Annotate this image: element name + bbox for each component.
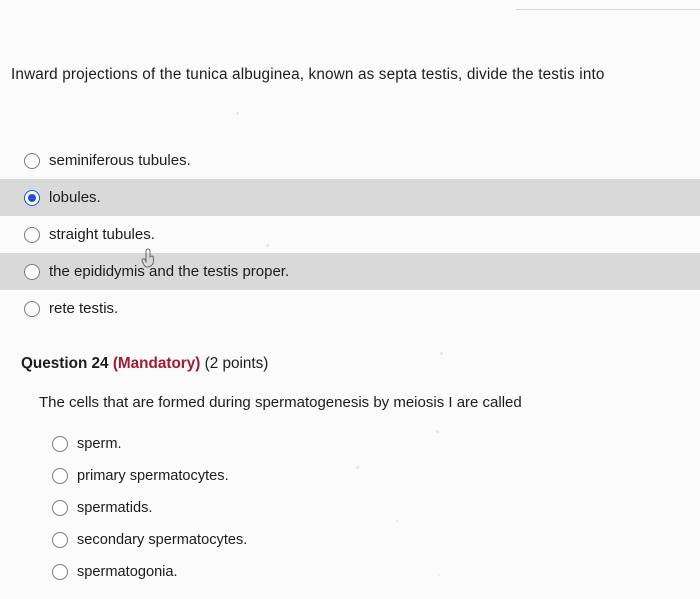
radio-button-icon[interactable] <box>52 468 68 484</box>
question-24-number: Question 24 <box>21 355 109 372</box>
top-divider <box>516 9 700 10</box>
choice-option-4[interactable] <box>0 524 700 556</box>
choice-option-5[interactable] <box>0 290 700 327</box>
choice-label: sperm. <box>77 436 122 452</box>
question-23-choices <box>0 142 700 327</box>
choice-label: rete testis. <box>49 300 119 317</box>
radio-button-icon[interactable] <box>52 436 68 452</box>
choice-label: primary spermatocytes. <box>77 468 229 484</box>
radio-button-icon[interactable] <box>24 264 40 280</box>
page-speck <box>236 112 239 115</box>
choice-label: straight tubules. <box>49 226 155 243</box>
question-24-stem: The cells that are formed during spermatogenesis by meiosis I are called <box>39 394 522 411</box>
radio-button-icon[interactable] <box>24 227 40 243</box>
choice-option-3[interactable] <box>0 216 700 253</box>
choice-label: seminiferous tubules. <box>49 152 191 169</box>
question-23-stem: Inward projections of the tunica albuginea, known as septa testis, divide the testis into <box>11 66 605 83</box>
radio-button-selected-icon[interactable] <box>24 190 40 206</box>
choice-option-3[interactable] <box>0 492 700 524</box>
mandatory-badge: (Mandatory) <box>112 355 201 372</box>
radio-button-icon[interactable] <box>52 500 68 516</box>
choice-label: the epididymis and the testis proper. <box>49 263 290 280</box>
radio-button-icon[interactable] <box>24 153 40 169</box>
choice-option-2[interactable] <box>0 179 700 216</box>
question-24-header <box>21 355 268 373</box>
page-speck <box>440 352 443 355</box>
question-24-choices <box>0 428 700 588</box>
choice-option-2[interactable] <box>0 460 700 492</box>
radio-button-icon[interactable] <box>52 532 68 548</box>
choice-option-1[interactable] <box>0 428 700 460</box>
radio-button-icon[interactable] <box>24 301 40 317</box>
question-24-points: (2 points) <box>204 355 269 372</box>
radio-button-icon[interactable] <box>52 564 68 580</box>
choice-option-5[interactable] <box>0 556 700 588</box>
choice-label: spermatids. <box>77 500 153 516</box>
choice-label: lobules. <box>49 189 101 206</box>
choice-option-4[interactable] <box>0 253 700 290</box>
choice-option-1[interactable] <box>0 142 700 179</box>
choice-label: spermatogonia. <box>77 564 178 580</box>
choice-label: secondary spermatocytes. <box>77 532 248 548</box>
